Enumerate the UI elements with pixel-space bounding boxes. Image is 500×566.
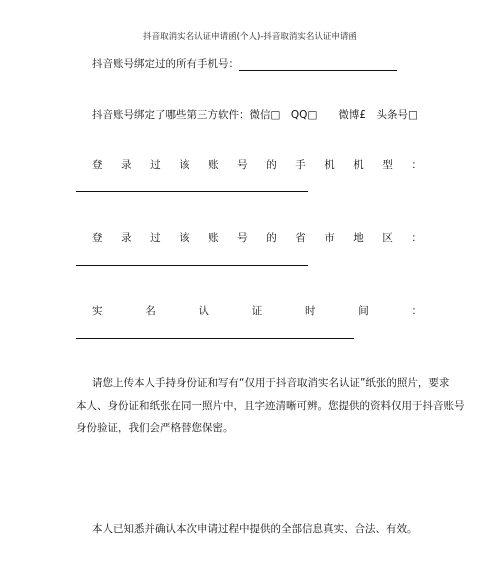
verification-time-label [92, 303, 422, 318]
label-char: 账 [208, 159, 219, 171]
label-char: 手 [295, 159, 306, 171]
device-model-label [92, 157, 422, 172]
label-char: 号 [237, 232, 248, 244]
label-char: 录 [121, 159, 132, 171]
declaration-text: 本人已知悉并确认本次申请过程中提供的全部信息真实、合法、有效。 [92, 523, 418, 535]
label-char: 账 [208, 232, 219, 244]
label-char: 市 [324, 232, 335, 244]
label-char: 型 [382, 159, 393, 171]
label-char: 的 [266, 232, 277, 244]
label-char: ： [411, 305, 422, 317]
label-char: 号 [237, 159, 248, 171]
label-char: 间 [358, 305, 369, 317]
verification-time-blank[interactable] [76, 338, 354, 339]
label-char: 证 [251, 305, 263, 317]
paragraph-line: 本人、身份证和纸张在同一照片中，且字迹清晰可辨。您提供的资料仅用于抖音账号 [76, 399, 465, 412]
label-char: 该 [179, 232, 190, 244]
label-char: ： [411, 159, 422, 171]
label-char: 过 [150, 232, 161, 244]
label-char: 该 [179, 159, 190, 171]
label-char: 省 [295, 232, 306, 244]
upload-instructions-paragraph [76, 372, 465, 440]
label-char: 实 [92, 305, 103, 317]
page-header: 抖音取消实名认证申请函(个人)-抖音取消实名认证申请函 [143, 32, 357, 42]
label-char: 的 [266, 159, 277, 171]
region-label [92, 230, 422, 245]
label-char: 登 [92, 159, 103, 171]
device-model-blank[interactable] [76, 191, 308, 192]
paragraph-line: 请您上传本人手持身份证和写有“仅用于抖音取消实名认证”纸张的照片，要求 [92, 377, 450, 389]
label-char: 认 [198, 305, 209, 317]
phone-numbers-line [92, 56, 397, 71]
label-char: 地 [353, 232, 364, 244]
paragraph-line: 身份验证，我们会严格替您保密。 [76, 422, 234, 434]
label-char: 名 [145, 305, 156, 317]
label-char: 机 [324, 159, 335, 171]
label-char: 录 [121, 232, 132, 244]
label-char: 时 [305, 305, 316, 317]
label-char: 区 [382, 232, 393, 244]
phone-numbers-label: 抖音账号绑定过的所有手机号： [92, 58, 239, 70]
region-blank[interactable] [76, 265, 308, 266]
label-char: ： [411, 232, 422, 244]
third-party-apps-line: 抖音账号绑定了哪些第三方软件：微信□ QQ□ 微博£ 头条号□ [92, 109, 418, 121]
label-char: 登 [92, 232, 103, 244]
label-char: 过 [150, 159, 161, 171]
phone-numbers-blank[interactable] [239, 59, 397, 71]
label-char: 机 [353, 159, 364, 171]
